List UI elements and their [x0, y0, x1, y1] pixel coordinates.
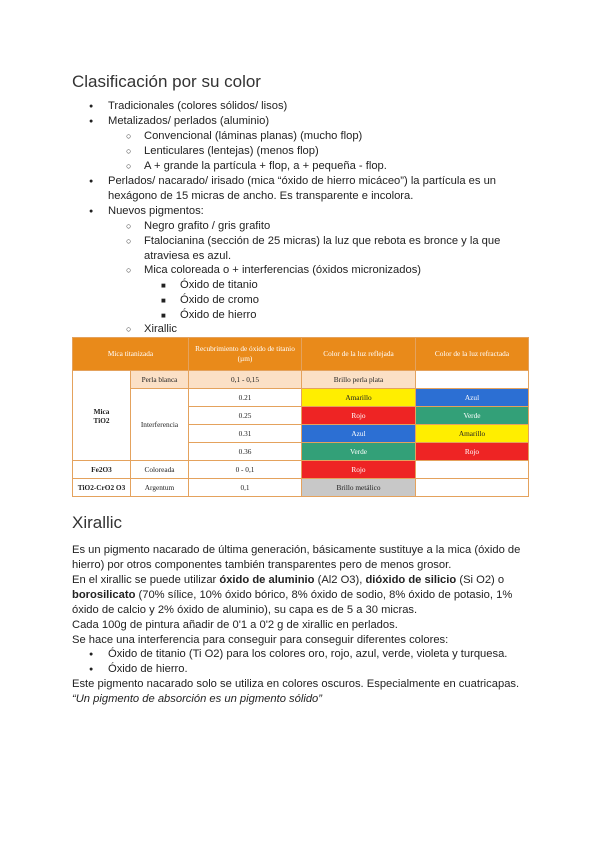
list-item: ○ Convencional (láminas planas) (mucho flop) — [144, 129, 362, 144]
list-item: ○ Lenticulares (lentejas) (menos flop) — [144, 144, 319, 159]
table-header: Recubrimiento de óxido de titanio (µm) — [189, 338, 302, 371]
table-cell: Brillo perla plata — [302, 371, 416, 389]
list-item: ○ A + grande la partícula + flop, a + pequeña - flop. — [144, 159, 387, 174]
list-item-continuation: atraviesa es azul. — [144, 250, 232, 262]
table-cell: Amarillo — [302, 389, 416, 407]
paragraph-line: Se hace una interferencia para conseguir para conseguir diferentes colores: — [72, 634, 449, 646]
list-item: ● Nuevos pigmentos: — [108, 204, 204, 219]
list-item: ■ Óxido de titanio — [180, 278, 258, 293]
table-header: Mica titanizada — [73, 338, 189, 371]
list-item: ○ Ftalocianina (sección de 25 micras) la luz que rebota es bronce y la que — [144, 234, 500, 249]
text-span: En el xirallic se puede utilizar — [72, 574, 220, 586]
list-item: ■ Óxido de hierro — [180, 308, 257, 323]
table-header: Color de la luz reflejada — [302, 338, 416, 371]
bold-term: dióxido de silicio — [365, 574, 457, 586]
section-title-color: Clasificación por su color — [72, 72, 261, 91]
list-item: ● Tradicionales (colores sólidos/ lisos) — [108, 99, 287, 114]
table-cell: Rojo — [416, 443, 529, 461]
table-cell: Verde — [302, 443, 416, 461]
mica-label: Mica — [93, 406, 110, 416]
mica-table — [72, 337, 529, 497]
paragraph-line: Es un pigmento nacarado de última generación, básicamente sustituye a la mica (óxido de — [72, 544, 521, 556]
section-title-xirallic: Xirallic — [72, 513, 123, 532]
paragraph-line: Este pigmento nacarado solo se utiliza en colores oscuros. Especialmente en cuatricapas. — [72, 678, 520, 690]
paragraph-line: Cada 100g de pintura añadir de 0'1 a 0'2 g de xirallic en perlados. — [72, 619, 398, 631]
table-cell: Perla blanca — [131, 371, 189, 389]
bold-term: borosilicato — [72, 589, 136, 601]
table-cell — [73, 371, 131, 461]
table-cell: Azul — [416, 389, 529, 407]
list-item: ○ Xirallic — [144, 322, 177, 337]
table-cell: 0 - 0,1 — [189, 461, 302, 479]
list-item: ● Óxido de titanio (Ti O2) para los colores oro, rojo, azul, verde, violeta y turquesa. — [108, 647, 507, 662]
table-cell: Argentum — [131, 479, 189, 497]
paragraph-line — [72, 573, 504, 588]
table-cell: Brillo metálico — [302, 479, 416, 497]
table-cell: Coloreada — [131, 461, 189, 479]
table-cell: 0.31 — [189, 425, 302, 443]
paragraph-line: óxido de calcio y 2% óxido de aluminio), su capa es de 5 a 30 micras. — [72, 604, 418, 616]
list-item: ● Metalizados/ perlados (aluminio) — [108, 114, 269, 129]
table-header: Color de la luz refractada — [416, 338, 529, 371]
text-span: (Si O2) o — [456, 574, 505, 586]
list-item: ■ Óxido de cromo — [180, 293, 259, 308]
list-item: ● Perlados/ nacarado/ irisado (mica “óxido de hierro micáceo”) la partícula es un — [108, 174, 496, 189]
table-cell — [416, 461, 529, 479]
table-cell: 0,1 - 0,15 — [189, 371, 302, 389]
table-cell — [416, 371, 529, 389]
table-cell: TiO2-CrO2 O3 — [73, 479, 131, 497]
table-cell: Fe2O3 — [73, 461, 131, 479]
paragraph-line: hierro) por otros componentes también transparentes pero de menos grosor. — [72, 559, 452, 571]
table-cell: Verde — [416, 407, 529, 425]
text-span: (Al2 O3), — [314, 574, 366, 586]
table-cell — [416, 479, 529, 497]
mica-formula: TiO2 — [93, 415, 110, 425]
list-item: ○ Negro grafito / gris grafito — [144, 219, 270, 234]
table-cell: Azul — [302, 425, 416, 443]
table-cell: 0,1 — [189, 479, 302, 497]
table-cell: Rojo — [302, 461, 416, 479]
list-item: ● Óxido de hierro. — [108, 662, 188, 677]
table-cell: 0.25 — [189, 407, 302, 425]
paragraph-line — [72, 588, 512, 603]
list-item: ○ Mica coloreada o + interferencias (óxidos micronizados) — [144, 263, 421, 278]
table-cell: 0.21 — [189, 389, 302, 407]
quote-line: “Un pigmento de absorción es un pigmento sólido” — [72, 693, 322, 705]
table-cell: 0.36 — [189, 443, 302, 461]
bold-term: óxido de aluminio — [219, 574, 315, 586]
list-item-continuation: hexágono de 15 micras de ancho. Es transparente e incolora. — [108, 190, 414, 202]
table-cell: Amarillo — [416, 425, 529, 443]
text-span: (70% sílice, 10% óxido bórico, 8% óxido de sodio, 8% óxido de potasio, 1% — [135, 589, 513, 601]
table-cell: Interferencia — [131, 389, 189, 461]
table-cell: Rojo — [302, 407, 416, 425]
